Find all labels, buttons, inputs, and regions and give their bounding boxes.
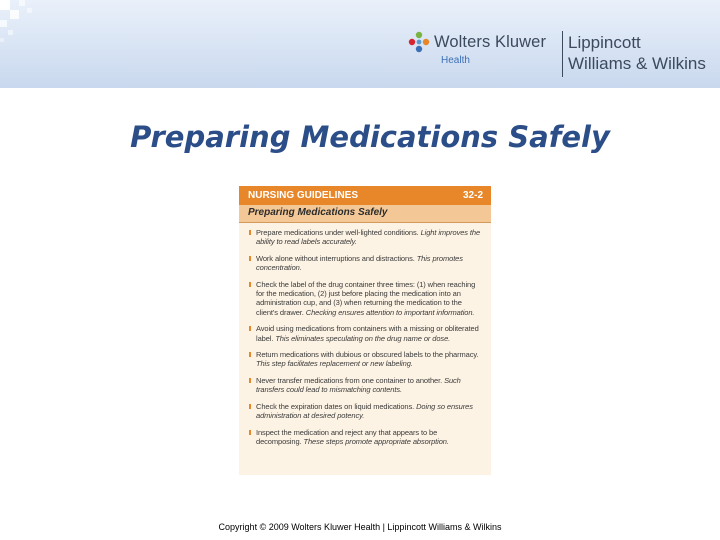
guidelines-list — [239, 228, 491, 453]
item-text: Check the label of the drug container three times: (1) when reaching for the medication, (2) just before placing the medication into an administration cup, and (3) when returning the medication to the client's drawer. — [256, 279, 476, 317]
bullet-marker — [249, 352, 251, 357]
decorative-square — [8, 30, 13, 35]
list-item — [239, 428, 491, 447]
brand-sub: Health — [441, 55, 470, 66]
guidelines-subtitle: Preparing Medications Safely — [248, 207, 388, 218]
item-text: Never transfer medications from one container to another. — [256, 375, 443, 385]
bullet-marker — [249, 378, 251, 383]
header-banner — [0, 0, 720, 88]
item-text: Prepare medications under well-lighted conditions. — [256, 228, 419, 237]
brand-name: Wolters Kluwer — [434, 33, 547, 51]
wolters-kluwer-logo-icon — [408, 31, 430, 53]
item-rationale: Doing so ensures administration at desired potency. — [256, 401, 473, 421]
imprint-line-1: Lippincott — [568, 33, 641, 52]
decorative-square — [0, 0, 10, 10]
logo-divider — [562, 31, 563, 77]
decorative-square — [0, 20, 7, 27]
list-item — [239, 324, 491, 343]
item-text: Return medications with dubious or obscured labels to the pharmacy. — [256, 350, 479, 360]
slide-title: Preparing Medications Safely — [130, 120, 610, 154]
bullet-marker — [249, 282, 251, 287]
guidelines-header — [239, 186, 491, 205]
decorative-square — [0, 38, 4, 42]
decorative-square — [27, 8, 32, 13]
item-rationale: These steps promote appropriate absorption. — [303, 436, 449, 446]
decorative-square — [10, 10, 19, 19]
item-rationale: This eliminates speculating on the drug name or dose. — [275, 333, 451, 343]
copyright-footer: Copyright © 2009 Wolters Kluwer Health | Lippincott Williams & Wilkins — [218, 522, 502, 532]
item-rationale: This promotes concentration. — [256, 253, 463, 273]
item-text: Work alone without interruptions and distractions. — [256, 253, 415, 263]
list-item — [239, 280, 491, 318]
list-item — [239, 228, 491, 247]
item-rationale: Such transfers could lead to mismatching contents. — [256, 375, 461, 395]
bullet-marker — [249, 230, 251, 235]
bullet-marker — [249, 404, 251, 409]
list-item — [239, 376, 491, 395]
list-item — [239, 254, 491, 273]
guidelines-subheader — [239, 205, 491, 223]
bullet-marker — [249, 256, 251, 261]
decorative-square — [19, 0, 25, 6]
bullet-marker — [249, 430, 251, 435]
bullet-marker — [249, 326, 251, 331]
list-item — [239, 350, 491, 369]
item-rationale: Light improves the ability to read labels accurately. — [256, 228, 481, 247]
imprint-line-2: Williams & Wilkins — [568, 54, 706, 73]
nursing-guidelines-box — [239, 186, 491, 475]
item-rationale: This step facilitates replacement or new labeling. — [256, 359, 413, 369]
item-text: Check the expiration dates on liquid medications. — [256, 401, 415, 411]
guidelines-number: 32-2 — [462, 190, 483, 201]
item-text: Avoid using medications from containers with a missing or obliterated label. — [256, 324, 479, 343]
item-text: Inspect the medication and reject any that appears to be decomposing. — [256, 427, 438, 446]
list-item — [239, 402, 491, 421]
guidelines-header-label: NURSING GUIDELINES — [248, 190, 359, 201]
item-rationale: Checking ensures attention to important information. — [305, 307, 475, 317]
